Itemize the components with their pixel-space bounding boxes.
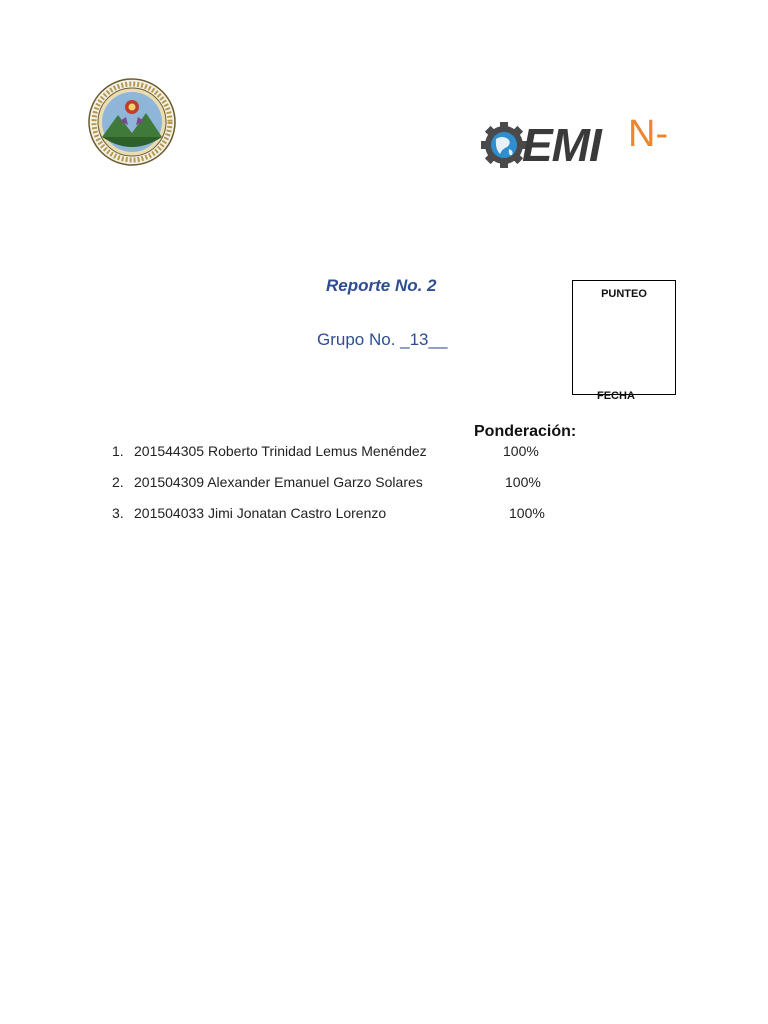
member-id-name [134, 443, 427, 459]
member-carnet: 201504309 [134, 474, 205, 490]
member-carnet: 201504033 [134, 505, 205, 521]
member-name: Alexander Emanuel Garzo Solares [207, 474, 423, 490]
fecha-label: FECHA [597, 390, 635, 402]
member-percentage: 100% [509, 505, 545, 521]
report-title: Reporte No. 2 [326, 276, 437, 295]
member-id-name [134, 474, 423, 490]
member-number: 1. [112, 443, 124, 459]
member-name: Jimi Jonatan Castro Lorenzo [207, 505, 387, 521]
emi-logo [482, 112, 682, 176]
university-seal-icon [86, 77, 178, 167]
member-percentage: 100% [503, 443, 539, 459]
emi-suffix-text: N- [628, 113, 669, 155]
punteo-label: PUNTEO [601, 288, 647, 300]
emi-brand-text: EMI [522, 119, 601, 171]
group-label: Grupo No. _13__ [317, 330, 448, 349]
member-name: Roberto Trinidad Lemus Menéndez [207, 443, 427, 459]
member-number: 3. [112, 505, 124, 521]
punteo-box [572, 280, 676, 402]
member-carnet: 201544305 [134, 443, 205, 459]
member-id-name [134, 505, 386, 521]
member-number: 2. [112, 474, 124, 490]
gear-globe-icon [482, 122, 526, 168]
ponderacion-header: Ponderación: [474, 423, 577, 440]
member-percentage: 100% [505, 474, 541, 490]
